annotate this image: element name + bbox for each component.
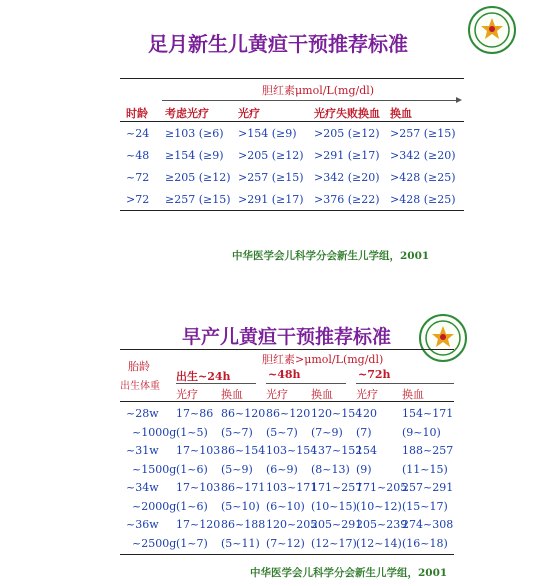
table-cell: (5~7) — [266, 425, 298, 439]
table-cell: 188~257 — [402, 444, 454, 457]
table-cell: (12~14) — [356, 536, 402, 550]
table-row-label: ~31w — [126, 444, 159, 457]
table-bottom-rule — [120, 210, 464, 211]
table2-header-rule — [120, 401, 454, 402]
table-row-3-cell: >257 (≥15) — [238, 171, 304, 184]
table-cell: (5~11) — [221, 536, 260, 550]
table-cell: (1~5) — [176, 425, 208, 439]
hospital-logo-icon — [468, 6, 516, 54]
header-consider-phototherapy: 考虑光疗 — [165, 107, 209, 120]
table-cell: (1~7) — [176, 536, 208, 550]
subheader-exchange-72h: 换血 — [402, 388, 424, 401]
table-cell: 86~171 — [221, 481, 266, 494]
table-row-label: ~2000g — [132, 499, 177, 513]
table-cell: (16~18) — [402, 536, 448, 550]
period-header-24h: 出生~24h — [176, 370, 231, 383]
table-cell: (5~10) — [221, 499, 260, 513]
subheader-phototherapy-24h: 光疗 — [176, 388, 198, 401]
table-cell: (10~12) — [356, 499, 402, 513]
table-cell: (11~15) — [402, 462, 448, 476]
table-cell: (7~12) — [266, 536, 305, 550]
table-cell: 120~205 — [266, 518, 318, 531]
table-row-label: ~1500g — [132, 462, 177, 476]
term-infant-standard-slide — [0, 0, 549, 290]
slide1-title: 足月新生儿黄疸干预推荐标准 — [148, 32, 408, 56]
table-row-4-age: >72 — [126, 193, 150, 206]
slide2-source: 中华医学会儿科学分会新生儿学组，2001 — [250, 567, 448, 579]
table-cell: 137~152 — [311, 444, 363, 457]
table-row-1-cell: >257 (≥15) — [390, 127, 456, 140]
table-cell: (12~17) — [311, 536, 357, 550]
subheader-exchange-24h: 换血 — [221, 388, 243, 401]
table-cell: 171~205 — [356, 481, 408, 494]
table-row-1-cell: ≥103 (≥6) — [165, 127, 224, 140]
table-cell: (7) — [356, 425, 372, 439]
table-cell: 17~120 — [176, 518, 221, 531]
table-row-2-cell: >342 (≥20) — [390, 149, 456, 162]
table-cell: (9) — [356, 462, 372, 476]
table-row-1-age: ~24 — [126, 127, 150, 140]
table-cell: (1~6) — [176, 499, 208, 513]
period-underline-48h — [266, 383, 346, 384]
table-cell: 120 — [356, 407, 377, 420]
period-header-72h: ~72h — [358, 368, 391, 381]
table-top-rule — [120, 78, 464, 79]
table-row-1-cell: >154 (≥9) — [238, 127, 297, 140]
table-cell: 86~120 — [221, 407, 266, 420]
table-row-3-cell: >342 (≥20) — [314, 171, 380, 184]
slide1-source: 中华医学会儿科学分会新生儿学组，2001 — [232, 250, 430, 262]
table-row-3-cell: >428 (≥25) — [390, 171, 456, 184]
table-row-2-cell: >205 (≥12) — [238, 149, 304, 162]
table-cell: (5~9) — [221, 462, 253, 476]
group-header-arrow — [162, 100, 460, 101]
table-row-label: ~2500g — [132, 536, 177, 550]
period-header-48h: ~48h — [268, 368, 301, 381]
table-cell: 257~291 — [402, 481, 454, 494]
table-row-2-cell: >291 (≥17) — [314, 149, 380, 162]
table-cell: 120~154 — [311, 407, 363, 420]
table-cell: 17~103 — [176, 444, 221, 457]
subheader-phototherapy-48h: 光疗 — [266, 388, 288, 401]
subheader-exchange-48h: 换血 — [311, 388, 333, 401]
table-cell: 274~308 — [402, 518, 454, 531]
period-underline-72h — [356, 383, 454, 384]
table-cell: 205~239 — [356, 518, 408, 531]
bilirubin-group-header: 胆红素μmol/L(mg/dl) — [262, 84, 375, 97]
header-age: 时龄 — [126, 107, 148, 120]
table-cell: (10~15) — [311, 499, 357, 513]
table-row-4-cell: >291 (≥17) — [238, 193, 304, 206]
table-cell: (1~6) — [176, 462, 208, 476]
table2-top-rule — [120, 349, 454, 350]
table-row-3-cell: ≥205 (≥12) — [165, 171, 231, 184]
table-row-3-age: ~72 — [126, 171, 150, 184]
hospital-logo-icon — [419, 314, 467, 362]
table-cell: (8~13) — [311, 462, 350, 476]
table-row-4-cell: >376 (≥22) — [314, 193, 380, 206]
table-cell: 154~171 — [402, 407, 454, 420]
slide2-title: 早产儿黄疸干预推荐标准 — [182, 326, 392, 348]
table-cell: 86~154 — [221, 444, 266, 457]
header-exchange-transfusion: 换血 — [390, 107, 412, 120]
table-cell: 154 — [356, 444, 377, 457]
table-cell: (6~10) — [266, 499, 305, 513]
table-cell: 17~103 — [176, 481, 221, 494]
header-birth-weight: 出生体重 — [120, 381, 160, 392]
table-cell: 86~188 — [221, 518, 266, 531]
table-cell: 86~120 — [266, 407, 311, 420]
table-row-4-cell: >428 (≥25) — [390, 193, 456, 206]
table-cell: (7~9) — [311, 425, 343, 439]
table-row-label: ~36w — [126, 518, 159, 531]
table-cell: 205~291 — [311, 518, 363, 531]
table-row-1-cell: >205 (≥12) — [314, 127, 380, 140]
table-row-label: ~34w — [126, 481, 159, 494]
preterm-infant-standard-slide — [0, 306, 549, 586]
table-cell: (5~7) — [221, 425, 253, 439]
table-cell: (15~17) — [402, 499, 448, 513]
period-underline-24h — [176, 383, 256, 384]
table-cell: 103~171 — [266, 481, 318, 494]
table-row-2-cell: ≥154 (≥9) — [165, 149, 224, 162]
bilirubin-group-header-2: 胆红素>μmol/L(mg/dl) — [262, 353, 384, 366]
header-gestational-age: 胎龄 — [128, 360, 150, 373]
table2-bottom-rule — [120, 554, 454, 555]
header-phototherapy-failure-exchange: 光疗失败换血 — [314, 107, 380, 120]
table-cell: (9~10) — [402, 425, 441, 439]
table-row-2-age: ~48 — [126, 149, 150, 162]
table-cell: 171~257 — [311, 481, 363, 494]
table-row-label: ~28w — [126, 407, 159, 420]
table-cell: (6~9) — [266, 462, 298, 476]
table-cell: 17~86 — [176, 407, 214, 420]
header-rule — [120, 121, 464, 122]
header-phototherapy: 光疗 — [238, 107, 260, 120]
subheader-phototherapy-72h: 光疗 — [356, 388, 378, 401]
table-cell: 103~154 — [266, 444, 318, 457]
table-row-4-cell: ≥257 (≥15) — [165, 193, 231, 206]
table-row-label: ~1000g — [132, 425, 177, 439]
